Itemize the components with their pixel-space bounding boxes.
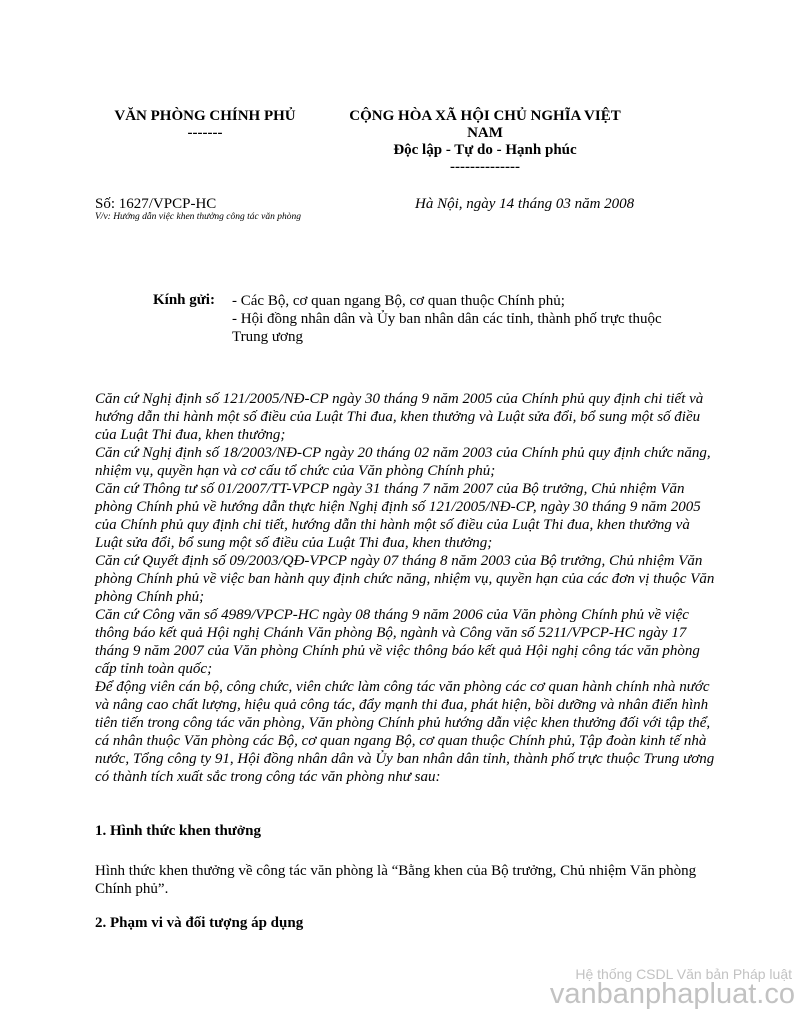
nation-name-line2: NAM [467,125,503,141]
preamble [95,390,715,786]
watermark-site: vanbanphapluat.co [549,978,795,1010]
recipients-list [232,292,672,346]
nation-name-line1: CỘNG HÒA XÃ HỘI CHỦ NGHĨA VIỆT [349,108,621,124]
preamble-paragraph: Để động viên cán bộ, công chức, viên chức làm công tác văn phòng các cơ quan hành chính nhà nước và nâng cao chất lượng, hiệu quả công tác, đẩy mạnh thi đua, phát hiện, bồi dưỡng và nhân điển hình tiên tiến trong công tác văn phòng, Văn phòng Chính phủ hướng dẫn việc khen thưởng đối với tập thể, cá nhân thuộc Văn phòng các Bộ, cơ quan ngang Bộ, cơ quan thuộc Chính phủ, Tập đoàn kinh tế nhà nước, Tổng công ty 91, Hội đồng nhân dân và Ủy ban nhân dân tỉnh, thành phố trực thuộc Trung ương có thành tích xuất sắc trong công tác văn phòng như sau: [95,679,715,785]
recipient-item: - Các Bộ, cơ quan ngang Bộ, cơ quan thuộc Chính phủ; [232,293,565,309]
preamble-paragraph: Căn cứ Thông tư số 01/2007/TT-VPCP ngày 31 tháng 7 năm 2007 của Bộ trưởng, Chủ nhiệm Văn phòng Chính phủ về hướng dẫn thực hiện Nghị định số 121/2005/NĐ-CP, ngày 30 tháng 9 năm 2005 của Chính phủ quy định chi tiết, hướng dẫn thi hành một số điều của Luật Thi đua, khen thưởng và Luật sửa đổi, bổ sung một số điều của Luật Thi đua, khen thưởng; [95,481,701,551]
section-2-heading: 2. Phạm vi và đối tượng áp dụng [95,915,304,931]
preamble-paragraph: Căn cứ Quyết định số 09/2003/QĐ-VPCP ngày 07 tháng 8 năm 2003 của Bộ trưởng, Chủ nhiệm Văn phòng Chính phủ về việc ban hành quy định chức năng, nhiệm vụ, quyền hạn của các đơn vị thuộc Văn phòng Chính phủ; [95,553,715,605]
motto-rule: -------------- [450,159,520,175]
preamble-paragraph: Căn cứ Nghị định số 121/2005/NĐ-CP ngày 30 tháng 9 năm 2005 của Chính phủ quy định chi tiết và hướng dẫn thi hành một số điều của Luật Thi đua, khen thưởng và Luật sửa đổi, bổ sung một số điều của Luật Thi đua, khen thưởng; [95,391,704,443]
agency-name: VĂN PHÒNG CHÍNH PHỦ [114,108,296,124]
preamble-paragraph: Căn cứ Công văn số 4989/VPCP-HC ngày 08 tháng 9 năm 2006 của Văn phòng Chính phủ về việc thông báo kết quả Hội nghị Chánh Văn phòng Bộ, ngành và Công văn số 5211/VPCP-HC ngày 17 tháng 9 năm 2007 của Văn phòng Chính phủ về việc thông báo kết quả Hội nghị công tác văn phòng cấp tỉnh toàn quốc; [95,607,700,677]
document-subject: V/v: Hướng dẫn việc khen thưởng công tác văn phòng [95,212,301,222]
recipient-item: - Hội đồng nhân dân và Ủy ban nhân dân các tỉnh, thành phố trực thuộc Trung ương [232,311,662,345]
section-1-text: Hình thức khen thưởng về công tác văn phòng là “Bằng khen của Bộ trưởng, Chủ nhiệm Văn phòng Chính phủ”. [95,863,697,897]
issuing-agency-block [95,108,315,142]
date-line: Hà Nội, ngày 14 tháng 03 năm 2008 [415,196,635,212]
national-motto-block [330,108,640,176]
section-1-heading: 1. Hình thức khen thưởng [95,823,261,839]
watermark-caption: Hệ thống CSDL Văn bản Pháp luật [575,966,792,982]
agency-rule: ------- [187,125,223,141]
document-number: Số: 1627/VPCP-HC [95,196,217,212]
preamble-paragraph: Căn cứ Nghị định số 18/2003/NĐ-CP ngày 20 tháng 02 năm 2003 của Chính phủ quy định chức năng, nhiệm vụ, quyền hạn và cơ cấu tổ chức của Văn phòng Chính phủ; [95,445,711,479]
recipients-label: Kính gửi: [153,292,215,308]
motto: Độc lập - Tự do - Hạnh phúc [393,142,577,158]
